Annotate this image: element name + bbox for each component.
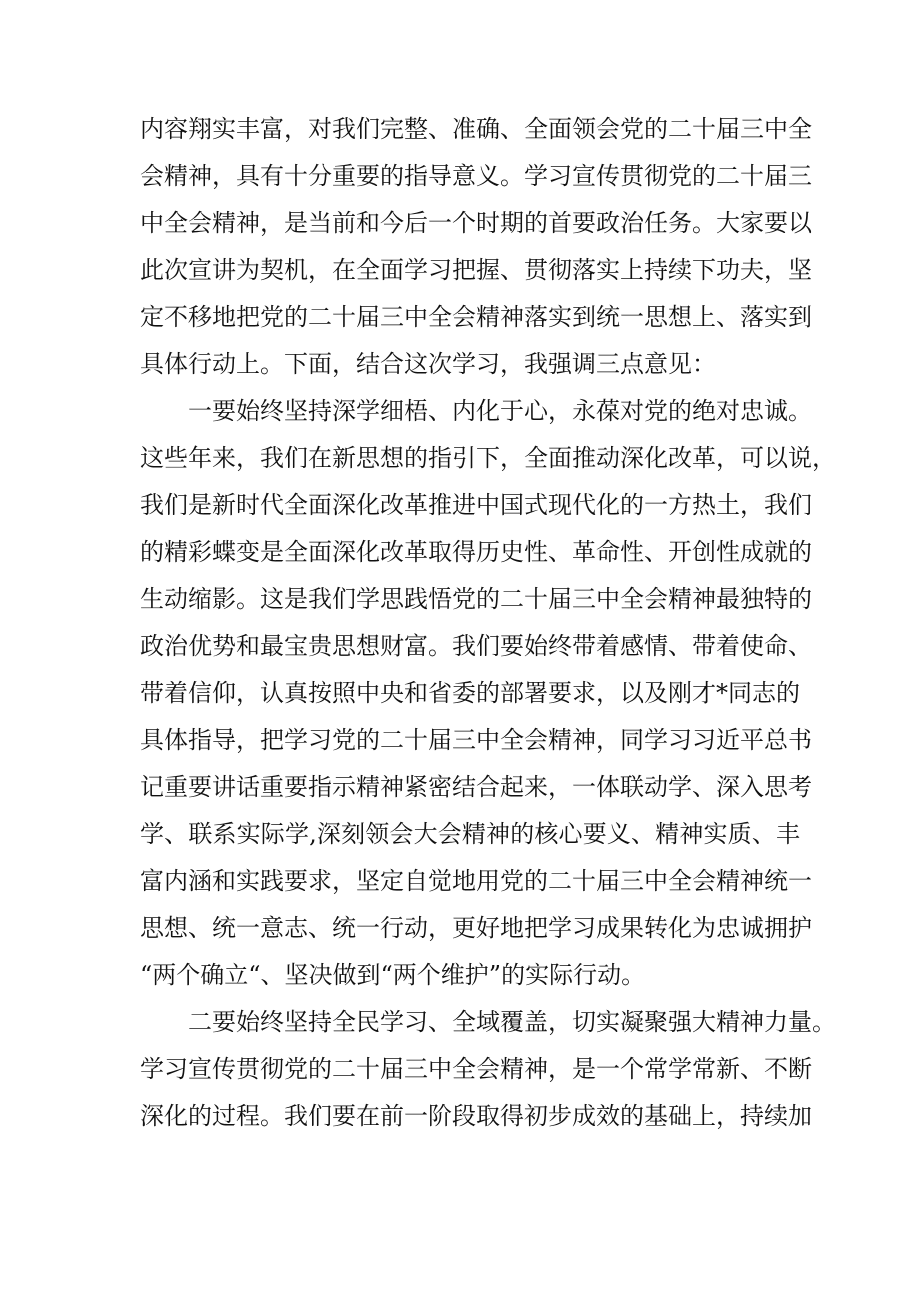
- text-line: 这些年来，我们在新思想的指引下，全面推动深化改革，可以说，: [140, 444, 836, 472]
- text-line: 具体行动上。下面，结合这次学习，我强调三点意见：: [140, 350, 716, 378]
- text-line: 思想、统一意志、统一行动，更好地把学习成果转化为忠诚拥护: [140, 914, 812, 942]
- paragraph-heading-2: 二要始终坚持全民学习、全域覆盖，切实凝聚强大精神力量。: [188, 1008, 836, 1036]
- paragraph-heading-1: 一要始终坚持深学细梧、内化于心，永葆对党的绝对忠诚。: [188, 397, 812, 425]
- text-line: 内容翔实丰富，对我们完整、准确、全面领会党的二十届三中全: [140, 115, 812, 143]
- text-line: 会精神，具有十分重要的指导意义。学习宣传贯彻党的二十届三: [140, 162, 812, 190]
- text-line: 学、联系实际学,深刻领会大会精神的核心要义、精神实质、丰: [140, 820, 800, 848]
- text-line: “两个确立“、坚决做到“两个维护”的实际行动。: [140, 961, 646, 989]
- text-line: 深化的过程。我们要在前一阶段取得初步成效的基础上，持续加: [140, 1102, 812, 1130]
- document-body: [140, 106, 836, 1140]
- text-line: 我们是新时代全面深化改革推进中国式现代化的一方热土，我们: [140, 491, 812, 519]
- text-line: 定不移地把党的二十届三中全会精神落实到统一思想上、落实到: [140, 303, 812, 331]
- text-line: 此次宣讲为契机，在全面学习把握、贯彻落实上持续下功夫，坚: [140, 256, 812, 284]
- text-line: 生动缩影。这是我们学思践悟党的二十届三中全会精神最独特的: [140, 585, 812, 613]
- text-line: 记重要讲话重要指示精神紧密结合起来，一体联动学、深入思考: [140, 773, 812, 801]
- text-line: 富内涵和实践要求，坚定自觉地用党的二十届三中全会精神统一: [140, 867, 812, 895]
- text-line: 政治优势和最宝贵思想财富。我们要始终带着感情、带着使命、: [140, 632, 812, 660]
- text-line: 带着信仰，认真按照中央和省委的部署要求，以及刚才*同志的: [140, 679, 800, 707]
- text-line: 中全会精神，是当前和今后一个时期的首要政治任务。大家要以: [140, 209, 812, 237]
- text-line: 具体指导，把学习党的二十届三中全会精神，同学习习近平总书: [140, 726, 812, 754]
- text-line: 学习宣传贯彻党的二十届三中全会精神，是一个常学常新、不断: [140, 1055, 812, 1083]
- text-line: 的精彩蝶变是全面深化改革取得历史性、革命性、开创性成就的: [140, 538, 812, 566]
